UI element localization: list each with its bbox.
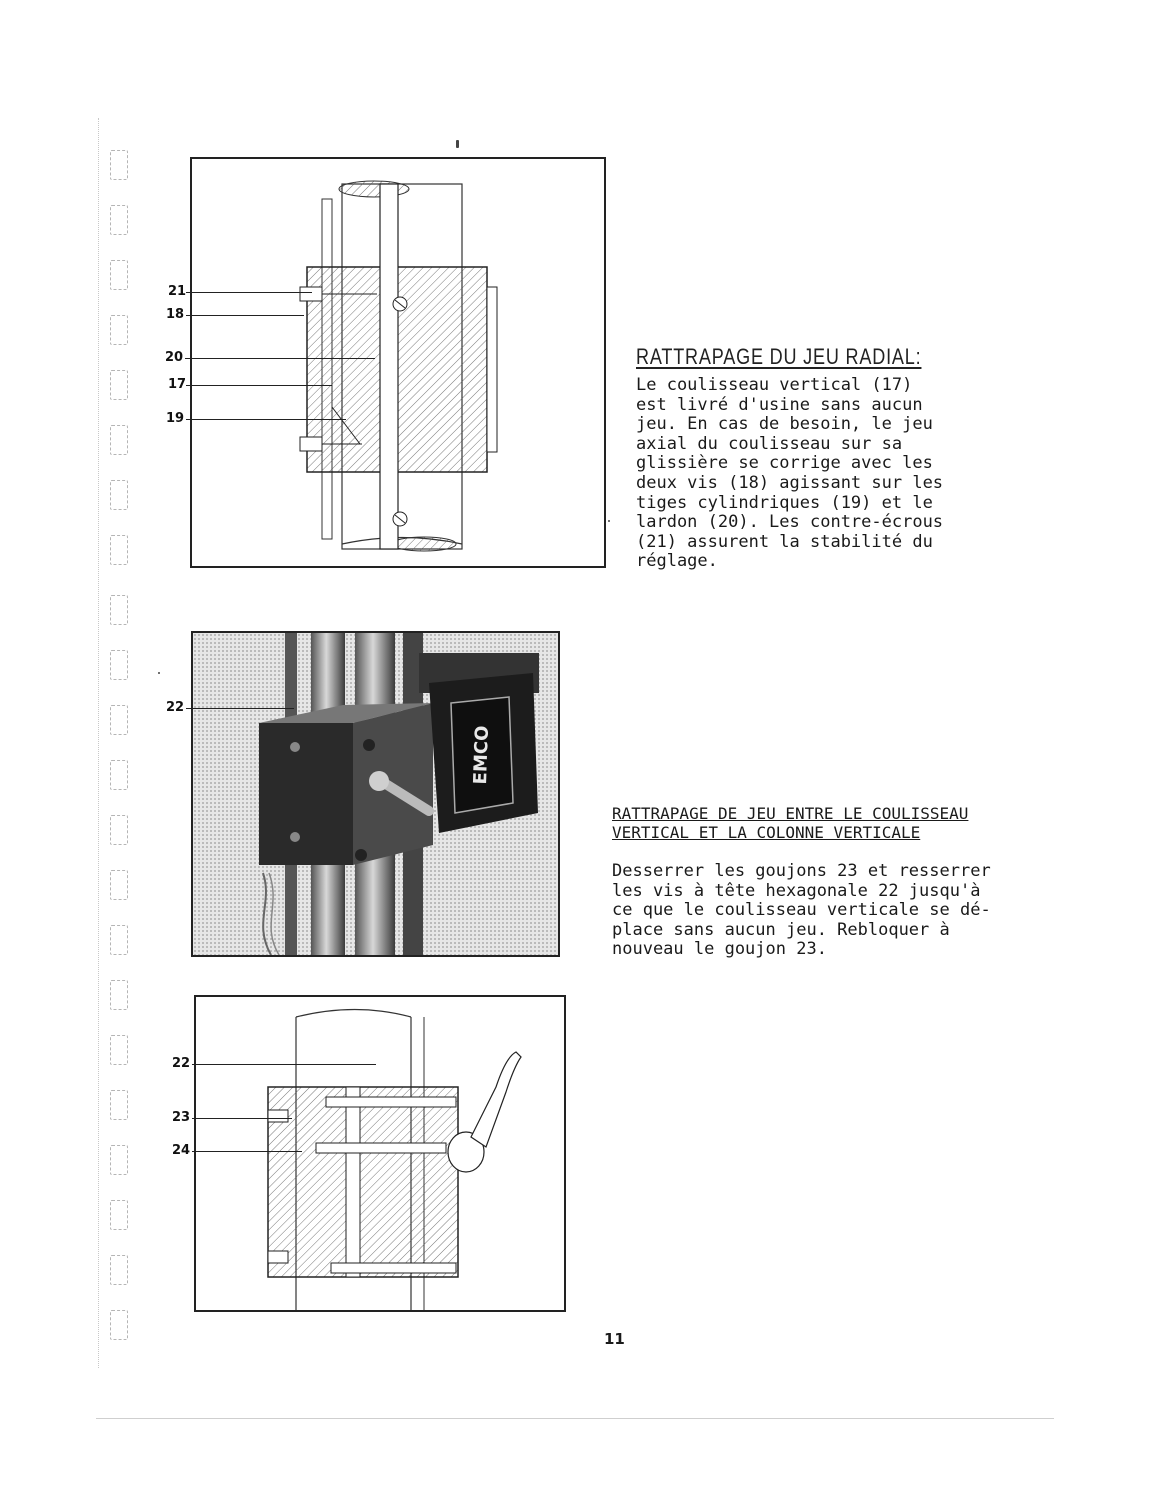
binding-margin-line	[98, 118, 100, 1368]
emco-logo: EMCO	[469, 725, 494, 785]
callout-20: 20	[165, 350, 184, 365]
scan-speck	[456, 140, 459, 148]
slide-drawing	[192, 159, 604, 566]
callout-17: 17	[168, 377, 187, 392]
photo-illustration	[193, 633, 558, 955]
line: place sans aucun jeu. Rebloquer à	[612, 919, 950, 940]
line: glissière se corrige avec les	[636, 453, 933, 474]
line: nouveau le goujon 23.	[612, 939, 827, 960]
binding-holes	[110, 150, 140, 1350]
footer-rule	[96, 1418, 1054, 1419]
callout-23: 23	[172, 1110, 191, 1125]
scan-speck	[608, 520, 610, 522]
paragraph-radial-play	[636, 376, 943, 572]
figure-column-play-drawing	[194, 995, 566, 1312]
figure-radial-play-drawing	[190, 157, 606, 568]
heading-line: RATTRAPAGE DE JEU ENTRE LE COULISSEAU	[612, 804, 969, 823]
line: réglage.	[636, 551, 718, 572]
column-drawing	[196, 997, 564, 1310]
page-number: 11	[604, 1330, 625, 1348]
line: est livré d'usine sans aucun	[636, 394, 923, 415]
line: deux vis (18) agissant sur les	[636, 472, 944, 493]
line: tiges cylindriques (19) et le	[636, 492, 933, 513]
line: les vis à tête hexagonale 22 jusqu'à	[612, 880, 981, 901]
line: Desserrer les goujons 23 et resserrer	[612, 861, 991, 881]
line: ce que le coulisseau verticale se dé-	[612, 900, 991, 921]
callout-24: 24	[172, 1143, 191, 1158]
line: (21) assurent la stabilité du	[636, 531, 933, 552]
line: jeu. En cas de besoin, le jeu	[636, 414, 933, 435]
line: axial du coulisseau sur sa	[636, 433, 903, 454]
heading-line: VERTICAL ET LA COLONNE VERTICALE	[612, 823, 921, 842]
callout-18: 18	[166, 307, 185, 322]
line: Le coulisseau vertical (17)	[636, 375, 913, 395]
heading-column-play	[612, 804, 968, 842]
heading-radial-play: RATTRAPAGE DU JEU RADIAL:	[636, 344, 922, 369]
callout-22-drawing: 22	[172, 1056, 191, 1071]
callout-22-photo: 22	[166, 700, 185, 715]
figure-slide-photo	[191, 631, 560, 957]
scan-speck	[158, 672, 160, 674]
line: lardon (20). Les contre-écrous	[636, 512, 944, 533]
paragraph-column-play	[612, 862, 991, 960]
callout-19: 19	[166, 411, 185, 426]
callout-21: 21	[168, 284, 187, 299]
